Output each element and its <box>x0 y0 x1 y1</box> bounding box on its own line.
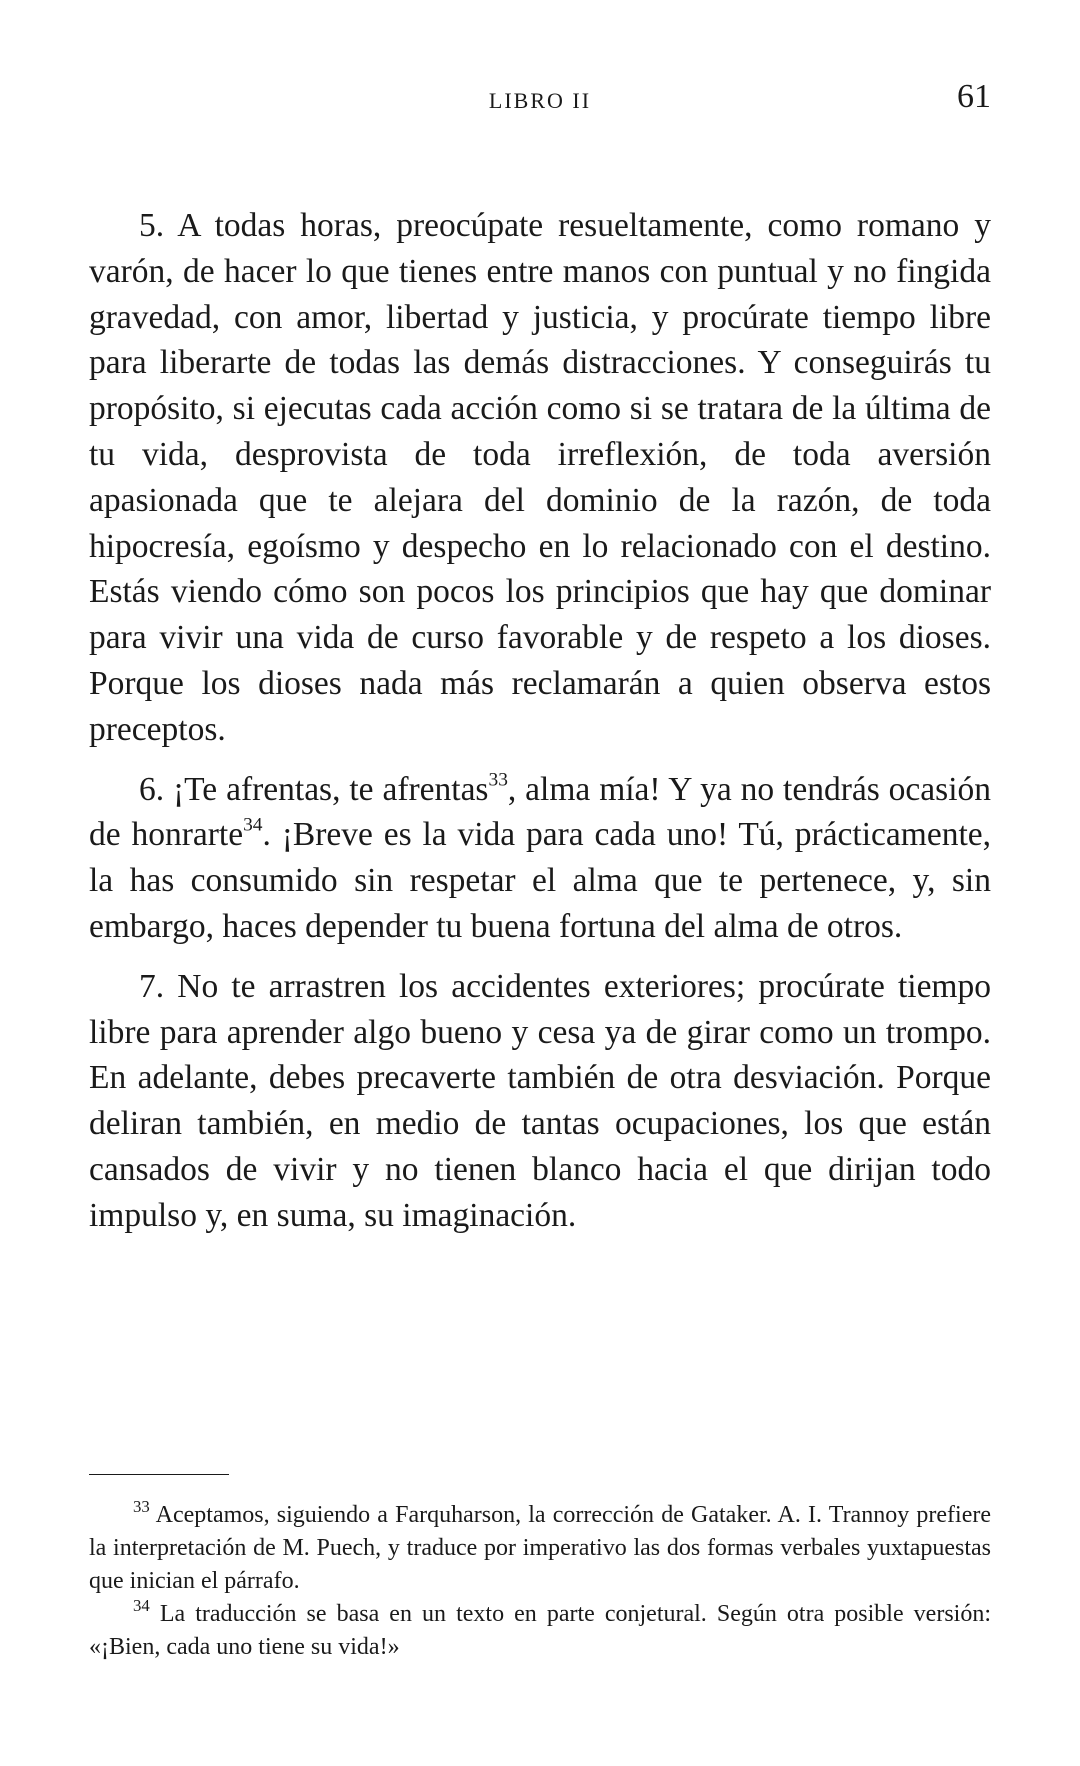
book-page <box>89 0 991 1766</box>
running-head <box>89 78 991 118</box>
paragraph-number: 5. <box>139 207 165 244</box>
footnote-text: La traducción se basa en un texto en parte conjetural. Según otra posible versión: «¡Bien, cada uno tiene su vida!» <box>89 1601 992 1660</box>
book-title: LIBRO II <box>488 88 592 113</box>
main-text <box>89 203 991 1239</box>
footnote-divider <box>89 1474 229 1475</box>
footnote-ref-34: 34 <box>243 814 263 836</box>
footnote-number: 34 <box>133 1595 150 1615</box>
paragraph-text: . ¡Breve es la vida para cada uno! Tú, prácticamente, la has consumido sin respetar el alma que te pertenece, y, sin embargo, haces depender tu buena fortuna del alma de otros. <box>89 816 991 945</box>
page-number: 61 <box>957 78 991 115</box>
footnote-33 <box>89 1496 991 1598</box>
footnote-number: 33 <box>133 1496 150 1516</box>
paragraph-number: 7. <box>139 967 165 1005</box>
paragraph-5 <box>89 203 991 753</box>
paragraph-6 <box>89 767 991 950</box>
paragraph-text: A todas horas, preocúpate resueltamente, como romano y varón, de hacer lo que tienes entre manos con puntual y no fingida gravedad, con amor, libertad y justicia, y procúrate tiempo libre para liberarte de todas las demás distracciones. Y conseguirás tu propósito, si ejecutas cada acción como si se tratara de la última de tu vida, desprovista de toda irreflexión, de toda aversión apasionada que te alejara del dominio de la razón, de toda hipocresía, egoísmo y despecho en lo relacionado con el destino. Estás viendo cómo son pocos los principios que hay que dominar para vivir una vida de curso favorable y de respeto a los dioses. Porque los dioses nada más reclamarán a quien observa estos preceptos. <box>89 207 991 748</box>
paragraph-text: , alma mía! Y ya no tendrás ocasión de honrarte <box>89 770 992 854</box>
paragraph-number: 6. <box>139 770 165 808</box>
paragraph-7 <box>89 964 991 1239</box>
paragraph-text: ¡Te afrentas, te afrentas <box>173 770 489 808</box>
footnote-34 <box>89 1595 992 1664</box>
paragraph-text: No te arrastren los accidentes exteriores; procúrate tiempo libre para aprender algo bueno y cesa ya de girar como un trompo. En adelante, debes precaverte también de otra desviación. Porque deliran también, en medio de tantas ocupaciones, los que están cansados de vivir y no tienen blanco hacia el que dirijan todo impulso y, en suma, su imaginación. <box>89 967 991 1234</box>
footnotes <box>89 1496 992 1664</box>
footnote-text: Aceptamos, siguiendo a Farquharson, la corrección de Gataker. A. I. Trannoy prefiere la interpretación de M. Puech, y traduce por imperativo las dos formas verbales yuxtapuestas que inician el párrafo. <box>89 1502 991 1594</box>
footnote-ref-33: 33 <box>488 769 508 790</box>
